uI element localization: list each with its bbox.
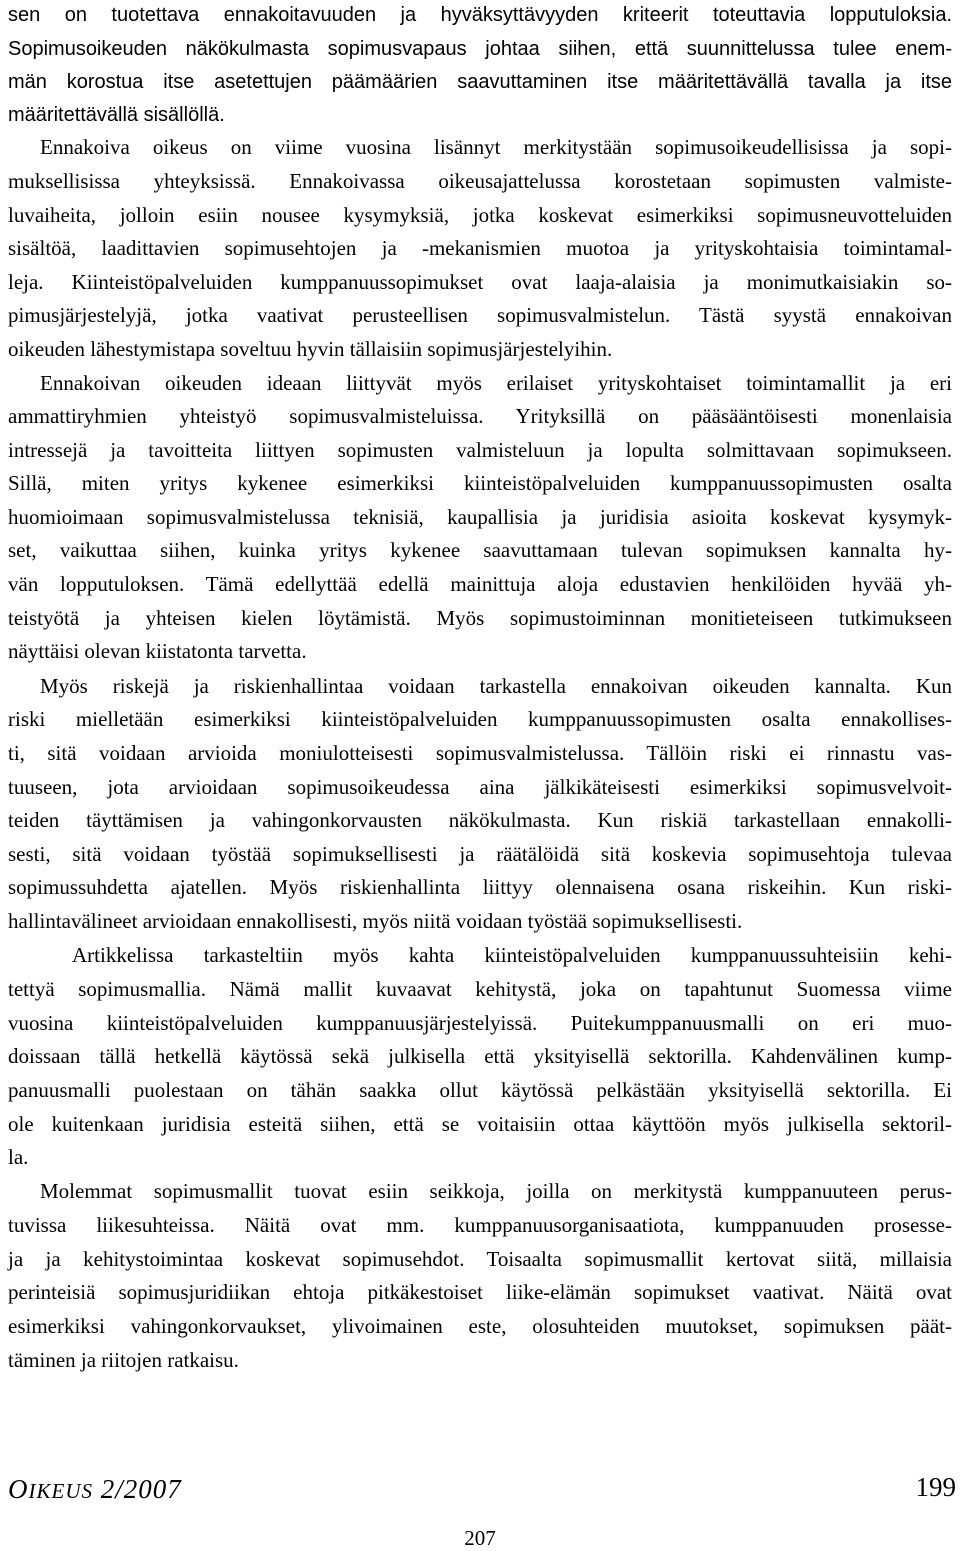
page-number: 199 <box>915 1472 956 1502</box>
text-line: vuosina kiinteistöpalveluiden kumppanuusjärjestelyissä. Puitekumppanuusmalli on eri muo- <box>8 1011 952 1035</box>
text-line: teiden täyttämisen ja vahingonkorvausten näkökulmasta. Kun riskiä tarkastellaan ennakolli- <box>8 808 952 832</box>
text-line: sen on tuotettava ennakoitavuuden ja hyväksyttävyyden kriteerit toteuttavia lopputuloksia. <box>8 4 952 26</box>
text-line: set, vaikuttaa siihen, kuinka yritys kykenee saavuttamaan tulevan sopimuksen kannalta hy- <box>8 538 952 562</box>
text-line: täminen ja riitojen ratkaisu. <box>8 1348 239 1372</box>
text-line: ammattiryhmien yhteistyö sopimusvalmisteluissa. Yrityksillä on pääsääntöisesti monenlaisia <box>8 404 952 428</box>
text-line: perinteisiä sopimusjuridiikan ehtoja pitkäkestoiset liike-elämän sopimukset vaativat. Näitä ovat <box>8 1280 952 1304</box>
text-line: Myös riskejä ja riskienhallintaa voidaan tarkastella ennakoivan oikeuden kannalta. Kun <box>40 674 952 698</box>
text-line: leja. Kiinteistöpalveluiden kumppanuussopimukset ovat laaja-alaisia ja monimutkaisiakin so- <box>8 270 952 294</box>
text-line: määritettävällä sisällöllä. <box>8 104 225 126</box>
text-line: Molemmat sopimusmallit tuovat esiin seikkoja, joilla on merkitystä kumppanuuteen perus- <box>40 1179 952 1203</box>
text-line: oikeuden lähestymistapa soveltuu hyvin tällaisiin sopimusjärjestelyihin. <box>8 337 613 361</box>
text-line: Ennakoiva oikeus on viime vuosina lisännyt merkitystään sopimusoikeudellisissa ja sopi- <box>40 135 952 159</box>
text-line: ole kuitenkaan juridisia esteitä siihen, että se voitaisiin ottaa käyttöön myös julkisella sektoril- <box>8 1112 952 1136</box>
text-line: tuuseen, jota arvioidaan sopimusoikeudessa aina jälkikäteisesti esimerkiksi sopimusvelvoit- <box>8 775 952 799</box>
journal-issue: 2/2007 <box>93 1474 182 1504</box>
text-line: intressejä ja tavoitteita liittyen sopimusten valmisteluun ja lopulta solmittavaan sopimukseen. <box>8 438 952 462</box>
text-line: doissaan tällä hetkellä käytössä sekä julkisella että yksityisellä sektorilla. Kahdenvälinen kump- <box>8 1044 952 1068</box>
text-line: luvaiheita, jolloin esiin nousee kysymyksiä, jotka koskevat esimerkiksi sopimusneuvotteluiden <box>8 203 952 227</box>
journal-title-rest: IKEUS <box>28 1479 93 1503</box>
text-line: män korostua itse asetettujen päämäärien saavuttaminen itse määritettävällä tavalla ja itse <box>8 71 952 93</box>
text-line: hallintavälineet arvioidaan ennakollisesti, myös niitä voidaan työstää sopimuksellisesti. <box>8 909 743 933</box>
text-line: tettyä sopimusmallia. Nämä mallit kuvaavat kehitystä, joka on tapahtunut Suomessa viime <box>8 977 952 1001</box>
text-line: panuusmalli puolestaan on tähän saakka ollut käytössä pelkästään yksityisellä sektorilla. Ei <box>8 1078 952 1102</box>
text-line: huomioimaan sopimusvalmistelussa teknisiä, kaupallisia ja juridisia asioita koskevat kysymyk- <box>8 505 952 529</box>
text-line: sesti, sitä voidaan työstää sopimuksellisesti ja räätälöidä sitä koskevia sopimusehtoja tulevaa <box>8 842 952 866</box>
text-line: ja ja kehitystoimintaa koskevat sopimusehdot. Toisaalta sopimusmallit kertovat siitä, millaisia <box>8 1247 952 1271</box>
text-line: Artikkelissa tarkasteltiin myös kahta kiinteistöpalveluiden kumppanuussuhteisiin kehi- <box>72 943 952 967</box>
text-line: Sopimusoikeuden näkökulmasta sopimusvapaus johtaa siihen, että suunnittelussa tulee enem- <box>8 38 952 60</box>
text-line: muksellisissa yhteyksissä. Ennakoivassa oikeusajattelussa korostetaan sopimusten valmiste- <box>8 169 952 193</box>
text-line: teistyötä ja yhteisen kielen löytämistä. Myös sopimustoiminnan monitieteiseen tutkimukseen <box>8 606 952 630</box>
text-line: näyttäisi olevan kiistatonta tarvetta. <box>8 639 307 663</box>
text-line: vän lopputuloksen. Tämä edellyttää edellä mainittuja aloja edustavien henkilöiden hyvää yh- <box>8 572 952 596</box>
text-line: pimusjärjestelyjä, jotka vaativat perusteellisen sopimusvalmistelun. Tästä syystä ennakoivan <box>8 303 952 327</box>
text-line: sisältöä, laadittavien sopimusehtojen ja -mekanismien muotoa ja yrityskohtaisia toimintamal- <box>8 236 952 260</box>
text-line: riski mielletään esimerkiksi kiinteistöpalveluiden kumppanuussopimusten osalta ennakollises- <box>8 707 952 731</box>
text-line: esimerkiksi vahingonkorvaukset, ylivoimainen este, olosuhteiden muutokset, sopimuksen päät- <box>8 1314 952 1338</box>
text-line: la. <box>8 1145 29 1169</box>
text-line: Ennakoivan oikeuden ideaan liittyvät myös erilaiset yrityskohtaiset toimintamallit ja eri <box>40 371 952 395</box>
text-line: sopimussuhdetta ajatellen. Myös riskienhallinta liittyy olennaisena osana riskeihin. Kun riski- <box>8 875 952 899</box>
journal-initial: O <box>8 1474 29 1504</box>
journal-name <box>8 1474 182 1505</box>
text-line: Sillä, miten yritys kykenee esimerkiksi kiinteistöpalveluiden kumppanuussopimusten osalta <box>8 471 952 495</box>
pdf-page-number: 207 <box>464 1526 496 1550</box>
text-line: tuvissa liikesuhteissa. Näitä ovat mm. kumppanuusorganisaatiota, kumppanuuden prosesse- <box>8 1213 952 1237</box>
text-line: ti, sitä voidaan arvioida moniulotteisesti sopimusvalmistelussa. Tällöin riski ei rinnastu vas- <box>8 741 952 765</box>
